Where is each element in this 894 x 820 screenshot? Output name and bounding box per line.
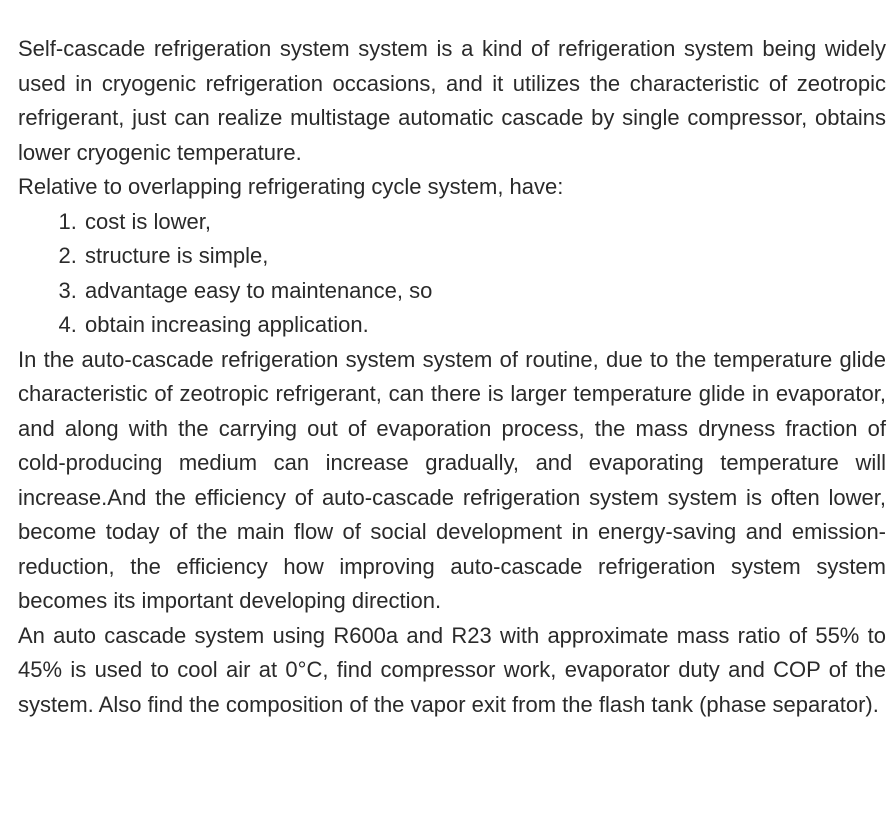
list-item: 4. obtain increasing application. bbox=[83, 308, 886, 343]
list-item: 2. structure is simple, bbox=[83, 239, 886, 274]
list-item: 1. cost is lower, bbox=[83, 205, 886, 240]
paragraph-problem: An auto cascade system using R600a and R23 with approximate mass ratio of 55% to 45% is used to cool air at 0°C, find compressor work, evaporator duty and COP of the system. Also find the composition of the vapor exit from the flash tank (phase separator). bbox=[18, 622, 886, 717]
paragraph-routine: In the auto-cascade refrigeration system system of routine, due to the temperature glide characteristic of zeotropic refrigerant, can there is larger temperature glide in evaporator, and along with the carrying out of evaporation process, the mass dryness fraction of cold-producing medium can increase gradually, and evaporating temperature will increase.And the efficiency of auto-cascade refrigeration system system is often lower, become today of the main flow of social development in energy-saving and emission-reduction, the efficiency how improving auto-cascade refrigeration system system becomes its important developing direction. bbox=[18, 346, 886, 613]
document-body bbox=[18, 32, 886, 722]
paragraph-intro: Self-cascade refrigeration system system is a kind of refrigeration system being widely used in cryogenic refrigeration occasions, and it utilizes the characteristic of zeotropic refrigerant, just can realize multistage automatic cascade by single compressor, obtains lower cryogenic temperature. bbox=[18, 36, 886, 165]
advantages-list bbox=[18, 205, 886, 343]
list-item: 3. advantage easy to maintenance, so bbox=[83, 274, 886, 309]
paragraph-relative: Relative to overlapping refrigerating cycle system, have: bbox=[18, 174, 564, 199]
